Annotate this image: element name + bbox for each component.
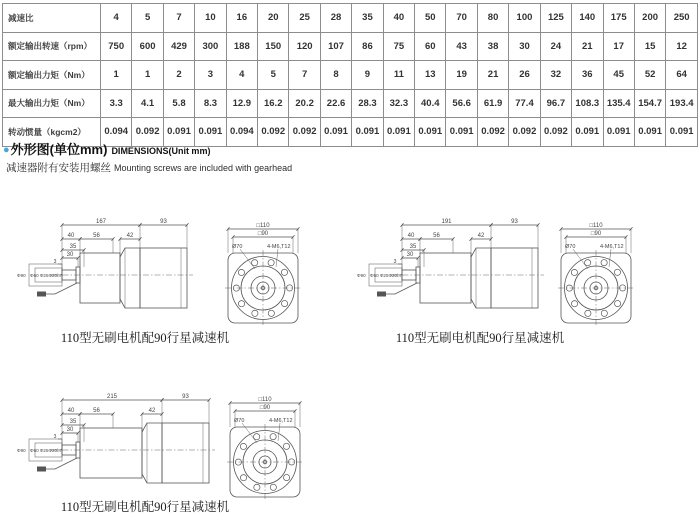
dim-label: 4-M6,T12 xyxy=(267,244,291,250)
table-cell: 20 xyxy=(258,4,289,33)
table-cell: 2 xyxy=(163,61,194,90)
table-cell: 8 xyxy=(320,61,351,90)
dim-label: Φ60 Φ25Φ20h7 xyxy=(30,448,63,453)
dim-label: 40 xyxy=(67,408,75,415)
dim-label: 3 xyxy=(53,434,57,440)
table-cell: 7 xyxy=(163,4,194,33)
table-cell: 0.091 xyxy=(415,118,446,147)
table-cell: 16 xyxy=(226,4,257,33)
table-cell: 20.2 xyxy=(289,89,320,118)
table-cell: 13 xyxy=(415,61,446,90)
table-cell: 0.091 xyxy=(163,118,194,147)
table-cell: 100 xyxy=(509,4,540,33)
table-cell: 21 xyxy=(572,32,603,61)
dim-label: □110 xyxy=(589,223,603,230)
table-cell: 0.091 xyxy=(666,118,698,147)
table-cell: 120 xyxy=(289,32,320,61)
table-cell: 61.9 xyxy=(477,89,508,118)
dim-label: 4-M6,T12 xyxy=(600,244,624,250)
table-row xyxy=(3,61,698,90)
table-cell: 3 xyxy=(195,61,226,90)
table-cell: 0.092 xyxy=(509,118,540,147)
table-cell: 0.091 xyxy=(603,118,634,147)
dim-label: 30 xyxy=(66,252,74,259)
table-cell: 43 xyxy=(446,32,477,61)
table-cell: 125 xyxy=(540,4,571,33)
table-cell: 0.094 xyxy=(226,118,257,147)
dim-label: Φ60 Φ25Φ20h7 xyxy=(370,273,403,278)
table-cell: 429 xyxy=(163,32,194,61)
table-cell: 0.092 xyxy=(132,118,163,147)
drawing-caption: 110型无刷电机配90行星减速机 xyxy=(60,331,230,345)
table-cell: 12.9 xyxy=(226,89,257,118)
table-cell: 70 xyxy=(446,4,477,33)
dim-label: 42 xyxy=(477,233,485,240)
table-cell: 0.092 xyxy=(540,118,571,147)
section-title-zh: 外形图(单位mm) xyxy=(10,142,108,157)
row-label: 转动惯量（kgcm2） xyxy=(3,118,101,147)
table-cell: 19 xyxy=(446,61,477,90)
table-cell: 52 xyxy=(634,61,665,90)
dim-label: 35 xyxy=(69,244,77,251)
dimensions-section-header xyxy=(3,139,210,155)
row-label: 减速比 xyxy=(3,4,101,33)
section-subtitle-en: Mounting screws are included with gearhead xyxy=(114,163,293,173)
drawing-caption: 110型无刷电机配90行星减速机 xyxy=(395,331,565,345)
table-cell: 0.091 xyxy=(383,118,414,147)
table-cell: 22.6 xyxy=(320,89,351,118)
dim-label: 3 xyxy=(53,259,57,265)
dim-label: Φ90 xyxy=(357,273,366,278)
table-cell: 40 xyxy=(383,4,414,33)
section-subtitle-zh: 减速器附有安装用螺丝 xyxy=(6,162,111,174)
table-cell: 28 xyxy=(320,4,351,33)
table-cell: 24 xyxy=(540,32,571,61)
table-cell: 1 xyxy=(132,61,163,90)
front-view-drawing-1 xyxy=(220,222,305,327)
table-cell: 154.7 xyxy=(634,89,665,118)
spec-table xyxy=(2,3,698,147)
dim-label: 30 xyxy=(66,427,74,434)
table-cell: 0.092 xyxy=(258,118,289,147)
table-cell: 45 xyxy=(603,61,634,90)
table-cell: 8.3 xyxy=(195,89,226,118)
table-cell: 135.4 xyxy=(603,89,634,118)
table-cell: 0.091 xyxy=(446,118,477,147)
table-cell: 75 xyxy=(383,32,414,61)
dim-label: Ø70 xyxy=(232,244,243,250)
table-cell: 300 xyxy=(195,32,226,61)
table-cell: 0.094 xyxy=(101,118,132,147)
table-cell: 40.4 xyxy=(415,89,446,118)
table-cell: 86 xyxy=(352,32,383,61)
spec-table-body xyxy=(3,4,698,147)
dim-label: 40 xyxy=(67,233,75,240)
table-cell: 35 xyxy=(352,4,383,33)
bullet-icon: ● xyxy=(3,144,10,156)
table-cell: 17 xyxy=(603,32,634,61)
table-cell: 5 xyxy=(132,4,163,33)
table-cell: 4.1 xyxy=(132,89,163,118)
table-cell: 4 xyxy=(101,4,132,33)
dim-label: 3 xyxy=(393,259,397,265)
table-cell: 0.092 xyxy=(289,118,320,147)
dim-label: 30 xyxy=(406,252,414,259)
dim-label: 93 xyxy=(511,219,518,226)
dim-label: 56 xyxy=(93,233,100,240)
table-cell: 0.091 xyxy=(320,118,351,147)
dim-label: 42 xyxy=(126,233,134,240)
table-cell: 250 xyxy=(666,4,698,33)
table-cell: 0.091 xyxy=(572,118,603,147)
dim-label: Φ90 xyxy=(17,273,26,278)
table-cell: 30 xyxy=(509,32,540,61)
table-cell: 36 xyxy=(572,61,603,90)
dim-label: 215 xyxy=(106,394,118,401)
dim-label: Φ60 Φ25Φ20h7 xyxy=(30,273,63,278)
dim-label: Ø70 xyxy=(234,418,245,424)
table-row xyxy=(3,4,698,33)
table-cell: 21 xyxy=(477,61,508,90)
table-cell: 5 xyxy=(258,61,289,90)
table-cell: 750 xyxy=(101,32,132,61)
dim-label: □110 xyxy=(258,397,272,404)
side-view-drawing-1 xyxy=(15,215,215,330)
table-row xyxy=(3,32,698,61)
dim-label: 56 xyxy=(93,408,100,415)
table-cell: 107 xyxy=(320,32,351,61)
table-cell: 11 xyxy=(383,61,414,90)
dim-label: 4-M6,T12 xyxy=(269,418,293,424)
dim-label: 35 xyxy=(409,244,417,251)
table-cell: 0.091 xyxy=(352,118,383,147)
dimensions-section-subtitle xyxy=(6,158,292,176)
table-cell: 0.091 xyxy=(195,118,226,147)
table-cell: 1 xyxy=(101,61,132,90)
dim-label: □110 xyxy=(256,223,270,230)
table-cell: 32 xyxy=(540,61,571,90)
table-cell: 5.8 xyxy=(163,89,194,118)
table-cell: 28.3 xyxy=(352,89,383,118)
table-cell: 12 xyxy=(666,32,698,61)
table-cell: 80 xyxy=(477,4,508,33)
table-cell: 4 xyxy=(226,61,257,90)
table-cell: 25 xyxy=(289,4,320,33)
side-view-drawing-2 xyxy=(355,215,555,330)
dim-label: 167 xyxy=(95,219,107,226)
table-cell: 64 xyxy=(666,61,698,90)
row-label: 额定输出力矩（Nm） xyxy=(3,61,101,90)
side-view-drawing-3 xyxy=(15,390,215,505)
table-cell: 50 xyxy=(415,4,446,33)
dim-label: 191 xyxy=(441,219,452,226)
table-cell: 32.3 xyxy=(383,89,414,118)
table-cell: 150 xyxy=(258,32,289,61)
table-cell: 38 xyxy=(477,32,508,61)
dim-label: 93 xyxy=(182,394,189,401)
dim-label: □90 xyxy=(590,231,602,238)
table-cell: 56.6 xyxy=(446,89,477,118)
front-view-drawing-3 xyxy=(222,396,307,501)
table-cell: 7 xyxy=(289,61,320,90)
table-cell: 0.091 xyxy=(634,118,665,147)
table-cell: 193.4 xyxy=(666,89,698,118)
dim-label: 42 xyxy=(148,408,156,415)
front-view-drawing-2 xyxy=(553,222,638,327)
table-cell: 175 xyxy=(603,4,634,33)
dim-label: 35 xyxy=(69,419,77,426)
dim-label: Ø70 xyxy=(565,244,576,250)
table-cell: 10 xyxy=(195,4,226,33)
table-cell: 140 xyxy=(572,4,603,33)
table-cell: 3.3 xyxy=(101,89,132,118)
table-cell: 16.2 xyxy=(258,89,289,118)
row-label: 额定输出转速（rpm） xyxy=(3,32,101,61)
table-cell: 9 xyxy=(352,61,383,90)
table-cell: 15 xyxy=(634,32,665,61)
dim-label: 40 xyxy=(407,233,415,240)
table-cell: 108.3 xyxy=(572,89,603,118)
dim-label: □90 xyxy=(259,405,271,412)
dim-label: □90 xyxy=(257,231,269,238)
section-title-en: DIMENSIONS(Unit mm) xyxy=(111,146,211,156)
table-cell: 200 xyxy=(634,4,665,33)
table-cell: 60 xyxy=(415,32,446,61)
table-cell: 26 xyxy=(509,61,540,90)
drawing-caption: 110型无刷电机配90行星减速机 xyxy=(60,500,230,514)
dim-label: 93 xyxy=(160,219,167,226)
dim-label: 56 xyxy=(433,233,440,240)
table-cell: 600 xyxy=(132,32,163,61)
table-cell: 77.4 xyxy=(509,89,540,118)
table-cell: 188 xyxy=(226,32,257,61)
table-cell: 96.7 xyxy=(540,89,571,118)
row-label: 最大输出力矩（Nm） xyxy=(3,89,101,118)
table-cell: 0.092 xyxy=(477,118,508,147)
table-row xyxy=(3,89,698,118)
dim-label: Φ90 xyxy=(17,448,26,453)
